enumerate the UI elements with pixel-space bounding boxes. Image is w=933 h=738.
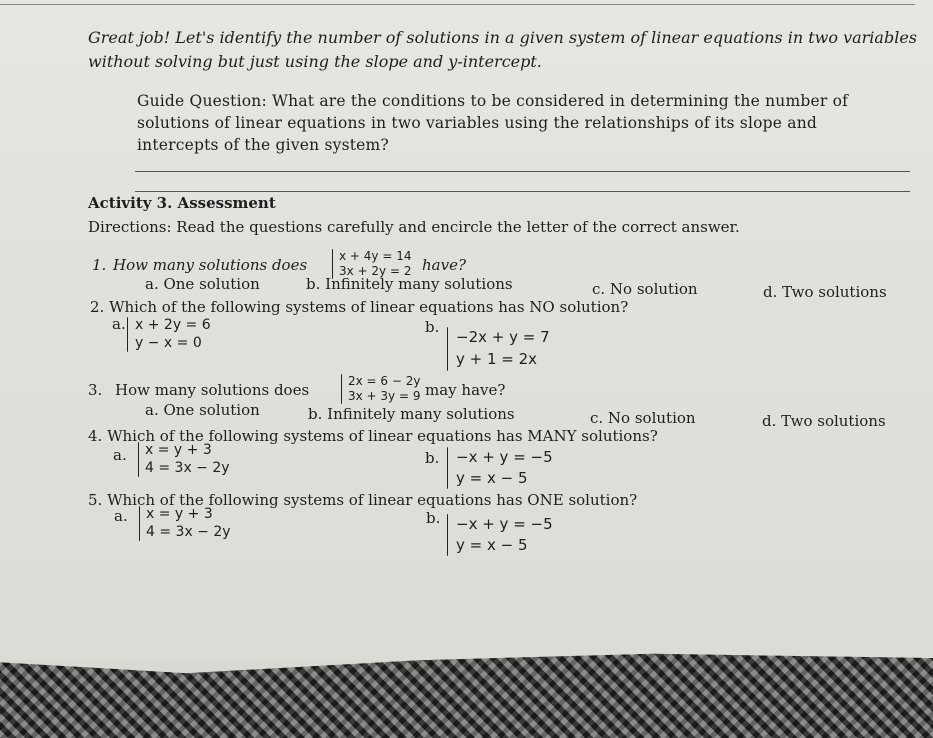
q1-option-d[interactable]: d. Two solutions <box>763 283 887 301</box>
guide-line-1: Guide Question: What are the conditions to be considered in determining the number of <box>137 92 849 110</box>
q1-option-b[interactable]: b. Infinitely many solutions <box>306 275 513 293</box>
brace-icon <box>127 317 128 352</box>
q2-b-eq2: y + 1 = 2x <box>456 349 538 368</box>
intro-line-1: Great job! Let's identify the number of solutions in a given system of linear equations in two variables <box>88 28 917 47</box>
brace-icon <box>447 447 448 489</box>
activity-title: Activity 3. Assessment <box>88 194 276 212</box>
q3-system <box>341 374 420 404</box>
q3-prefix: How many solutions does <box>115 381 310 399</box>
q1-eq2: 3x + 2y = 2 <box>339 264 412 278</box>
brace-icon <box>341 374 342 404</box>
answer-line-2 <box>135 191 910 192</box>
top-rule <box>0 4 915 5</box>
q2-option-b-label[interactable]: b. <box>425 318 440 336</box>
q5-option-a-label[interactable]: a. <box>114 507 128 525</box>
q1-eq1: x + 4y = 14 <box>339 249 412 263</box>
brace-icon <box>138 442 139 477</box>
q4-a-eq1: x = y + 3 <box>145 442 212 458</box>
q2-option-a-system[interactable] <box>127 317 211 352</box>
q3-option-b[interactable]: b. Infinitely many solutions <box>308 405 515 423</box>
q4-a-eq2: 4 = 3x − 2y <box>145 459 230 476</box>
directions: Directions: Read the questions carefully and encircle the letter of the correct answer. <box>88 218 740 236</box>
q5-option-b-label[interactable]: b. <box>426 509 441 527</box>
q5-a-eq1: x = y + 3 <box>146 506 213 522</box>
q4-option-a-system[interactable] <box>138 442 230 477</box>
q4-b-eq1: −x + y = −5 <box>456 448 553 466</box>
q5-option-a-system[interactable] <box>139 506 231 541</box>
brace-icon <box>447 514 448 556</box>
intro-line-2: without solving but just using the slope and y-intercept. <box>88 52 542 71</box>
q5-option-b-system[interactable] <box>447 514 553 556</box>
guide-line-3: intercepts of the given system? <box>137 136 389 154</box>
q1-number: 1. <box>92 256 107 274</box>
q2-a-eq1: x + 2y = 6 <box>135 317 211 333</box>
guide-line-2: solutions of linear equations in two variables using the relationships of its slope and <box>137 114 818 132</box>
q3-option-d[interactable]: d. Two solutions <box>762 412 886 430</box>
brace-icon <box>139 506 140 541</box>
q2-text: 2. Which of the following systems of linear equations has NO solution? <box>90 298 629 316</box>
q3-number: 3. <box>88 381 103 399</box>
q2-b-eq1: −2x + y = 7 <box>456 328 550 346</box>
q3-eq1: 2x = 6 − 2y <box>348 374 421 388</box>
q4-option-a-label[interactable]: a. <box>113 446 127 464</box>
q1-prefix: How many solutions does <box>113 256 308 274</box>
q4-option-b-label[interactable]: b. <box>425 449 440 467</box>
q3-option-c[interactable]: c. No solution <box>590 409 696 427</box>
q3-option-a[interactable]: a. One solution <box>145 401 260 419</box>
q2-option-a-label[interactable]: a. <box>112 315 126 333</box>
q2-a-eq2: y − x = 0 <box>135 334 202 351</box>
q3-suffix: may have? <box>425 381 506 399</box>
q5-text: 5. Which of the following systems of linear equations has ONE solution? <box>88 491 638 509</box>
q1-option-a[interactable]: a. One solution <box>145 275 260 293</box>
q4-b-eq2: y = x − 5 <box>456 469 528 487</box>
q5-a-eq2: 4 = 3x − 2y <box>146 523 231 540</box>
answer-line-1 <box>135 171 910 172</box>
q4-option-b-system[interactable] <box>447 447 553 489</box>
q1-suffix: have? <box>422 256 466 274</box>
q5-b-eq2: y = x − 5 <box>456 536 528 554</box>
q3-eq2: 3x + 3y = 9 <box>348 389 421 403</box>
brace-icon <box>447 327 448 371</box>
q2-option-b-system[interactable] <box>447 327 550 371</box>
q1-option-c[interactable]: c. No solution <box>592 280 698 298</box>
q4-text: 4. Which of the following systems of linear equations has MANY solutions? <box>88 427 658 445</box>
q5-b-eq1: −x + y = −5 <box>456 515 553 533</box>
